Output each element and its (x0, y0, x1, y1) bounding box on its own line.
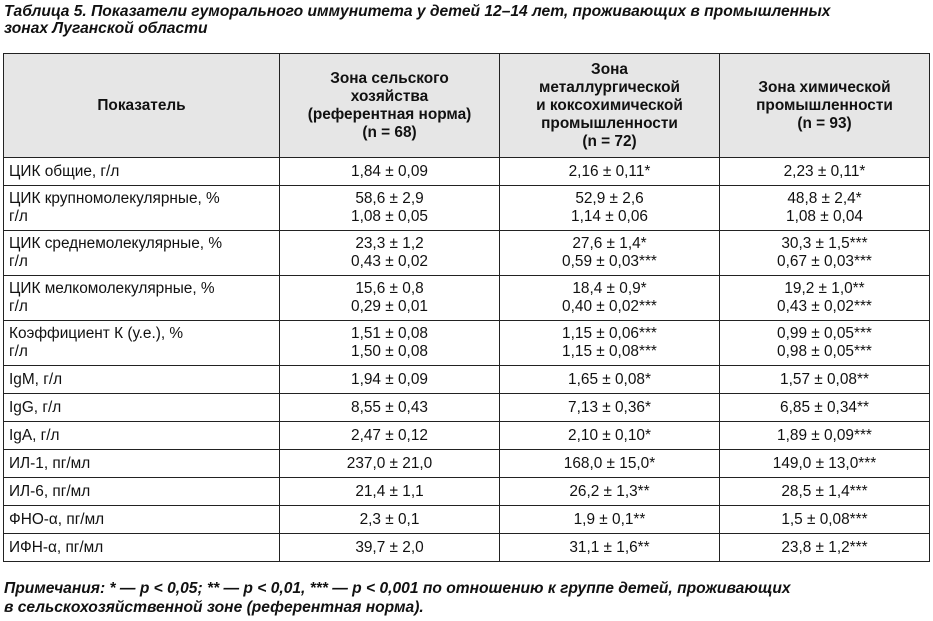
cell-line: 2,23 ± 0,11* (783, 162, 866, 180)
cell-line: 237,0 ± 21,0 (346, 454, 433, 472)
cell-line: 0,40 ± 0,02*** (562, 298, 657, 315)
cell-line: 26,2 ± 1,3** (569, 482, 650, 500)
cell-line: IgM, г/л (9, 370, 63, 388)
value-cell (500, 321, 720, 366)
cell-line: 0,43 ± 0,02 (351, 253, 428, 270)
value-cell (280, 394, 500, 422)
cell-line: 23,3 ± 1,2 (355, 235, 424, 252)
value-cell (500, 478, 720, 506)
value-cell (500, 231, 720, 276)
cell-line: 58,6 ± 2,9 (355, 190, 424, 207)
cell-line: 1,15 ± 0,06*** (562, 325, 657, 342)
value-cell (720, 506, 930, 534)
value-cell (720, 158, 930, 186)
value-cell (720, 534, 930, 562)
value-cell (500, 276, 720, 321)
cell-line: ЦИК крупномолекулярные, % (9, 190, 220, 207)
header-metallurgical-zone (500, 54, 720, 158)
cell-line: 0,99 ± 0,05*** (777, 325, 872, 342)
table-row (4, 478, 930, 506)
header-line: и коксохимической (536, 96, 683, 114)
cell-line: 2,10 ± 0,10* (568, 426, 651, 444)
cell-line: 2,16 ± 0,11* (568, 162, 651, 180)
cell-line: г/л (9, 253, 28, 270)
cell-line: 0,98 ± 0,05*** (777, 343, 872, 360)
header-line: промышленности (756, 96, 893, 114)
value-cell (720, 321, 930, 366)
cell-line: г/л (9, 298, 28, 315)
cell-line: 149,0 ± 13,0*** (772, 454, 877, 472)
value-cell (720, 450, 930, 478)
cell-line: 0,67 ± 0,03*** (777, 253, 872, 270)
cell-line: 15,6 ± 0,8 (355, 280, 424, 297)
value-cell (500, 186, 720, 231)
cell-line: 18,4 ± 0,9* (572, 280, 647, 297)
value-cell (280, 366, 500, 394)
cell-line: ИЛ-6, пг/мл (9, 482, 91, 500)
indicator-cell (4, 478, 280, 506)
value-cell (500, 422, 720, 450)
cell-line: ЦИК среднемолекулярные, % (9, 235, 223, 252)
cell-line: 52,9 ± 2,6 (575, 190, 644, 207)
header-line: Зона химической (758, 78, 891, 96)
cell-line: 1,08 ± 0,04 (786, 208, 863, 225)
table-row (4, 394, 930, 422)
indicator-cell (4, 450, 280, 478)
cell-line: IgG, г/л (9, 398, 62, 416)
header-line: Зона сельского (330, 69, 449, 87)
table-note-line-1: Примечания: * — р < 0,05; ** — р < 0,01, *** — р < 0,001 по отношению к группе детей, проживающих (4, 580, 791, 597)
value-cell (500, 450, 720, 478)
cell-line: ИФН-α, пг/мл (9, 538, 104, 556)
indicator-cell (4, 158, 280, 186)
indicator-cell (4, 231, 280, 276)
cell-line: 168,0 ± 15,0* (563, 454, 656, 472)
indicator-cell (4, 321, 280, 366)
value-cell (720, 478, 930, 506)
table-row (4, 321, 930, 366)
table-note (4, 579, 929, 617)
cell-line: 7,13 ± 0,36* (568, 398, 651, 416)
cell-line: 19,2 ± 1,0** (784, 280, 865, 297)
value-cell (720, 366, 930, 394)
table-row (4, 534, 930, 562)
cell-line: 1,89 ± 0,09*** (777, 426, 872, 444)
value-cell (500, 506, 720, 534)
immunity-table (3, 53, 930, 562)
indicator-cell (4, 534, 280, 562)
cell-line: 48,8 ± 2,4* (787, 190, 862, 207)
cell-line: г/л (9, 208, 28, 225)
table-row (4, 422, 930, 450)
cell-line: 1,51 ± 0,08 (351, 325, 428, 342)
cell-line: 0,59 ± 0,03*** (562, 253, 657, 270)
indicator-cell (4, 186, 280, 231)
table-note-line-2: в сельскохозяйственной зоне (референтная норма). (4, 599, 424, 616)
header-agricultural-zone (280, 54, 500, 158)
indicator-cell (4, 366, 280, 394)
header-line: металлургической (538, 78, 681, 96)
cell-line: 1,57 ± 0,08** (780, 370, 869, 388)
cell-line: 31,1 ± 1,6** (569, 538, 650, 556)
table-row (4, 186, 930, 231)
value-cell (500, 158, 720, 186)
cell-line: 1,84 ± 0,09 (351, 162, 428, 180)
value-cell (280, 186, 500, 231)
value-cell (280, 321, 500, 366)
cell-line: 1,15 ± 0,08*** (562, 343, 657, 360)
header-row (4, 54, 930, 158)
cell-line: 2,47 ± 0,12 (351, 426, 428, 444)
value-cell (500, 394, 720, 422)
cell-line: 39,7 ± 2,0 (355, 538, 424, 556)
value-cell (280, 422, 500, 450)
cell-line: 1,08 ± 0,05 (351, 208, 428, 225)
header-indicator (4, 54, 280, 158)
cell-line: 1,50 ± 0,08 (351, 343, 428, 360)
cell-line: ФНО-α, пг/мл (9, 510, 105, 528)
value-cell (280, 158, 500, 186)
cell-line: 23,8 ± 1,2*** (781, 538, 868, 556)
cell-line: 27,6 ± 1,4* (572, 235, 647, 252)
header-chemical-zone (720, 54, 930, 158)
value-cell (720, 422, 930, 450)
table-row (4, 276, 930, 321)
cell-line: г/л (9, 343, 28, 360)
header-line: Показатель (97, 96, 186, 114)
header-line: (референтная норма) (307, 105, 472, 123)
table-title (4, 3, 929, 37)
indicator-cell (4, 394, 280, 422)
header-line: Зона (591, 60, 628, 78)
value-cell (720, 231, 930, 276)
value-cell (280, 231, 500, 276)
cell-line: 1,94 ± 0,09 (351, 370, 428, 388)
cell-line: 0,43 ± 0,02*** (777, 298, 872, 315)
cell-line: Коэффициент К (у.е.), % (9, 325, 184, 342)
value-cell (500, 366, 720, 394)
cell-line: 1,65 ± 0,08* (568, 370, 651, 388)
header-line: промышленности (541, 114, 678, 132)
table-row (4, 158, 930, 186)
cell-line: IgA, г/л (9, 426, 60, 444)
cell-line: 2,3 ± 0,1 (359, 510, 420, 528)
cell-line: 1,14 ± 0,06 (571, 208, 648, 225)
indicator-cell (4, 422, 280, 450)
value-cell (280, 478, 500, 506)
cell-line: 1,9 ± 0,1** (573, 510, 646, 528)
cell-line: ЦИК мелкомолекулярные, % (9, 280, 215, 297)
value-cell (720, 276, 930, 321)
value-cell (280, 534, 500, 562)
value-cell (500, 534, 720, 562)
cell-line: 30,3 ± 1,5*** (781, 235, 868, 252)
table-row (4, 506, 930, 534)
cell-line: 8,55 ± 0,43 (351, 398, 428, 416)
table-row (4, 450, 930, 478)
indicator-cell (4, 506, 280, 534)
table-row (4, 366, 930, 394)
cell-line: 28,5 ± 1,4*** (781, 482, 868, 500)
cell-line: ИЛ-1, пг/мл (9, 454, 91, 472)
header-line: хозяйства (350, 87, 429, 105)
cell-line: 0,29 ± 0,01 (351, 298, 428, 315)
cell-line: 21,4 ± 1,1 (355, 482, 424, 500)
value-cell (280, 506, 500, 534)
value-cell (280, 450, 500, 478)
cell-line: 1,5 ± 0,08*** (781, 510, 868, 528)
table-title-line-2: зонах Луганской области (4, 20, 208, 37)
cell-line: 6,85 ± 0,34** (780, 398, 869, 416)
indicator-cell (4, 276, 280, 321)
value-cell (720, 186, 930, 231)
header-line: (n = 72) (582, 132, 637, 150)
header-line: (n = 93) (797, 114, 852, 132)
cell-line: ЦИК общие, г/л (9, 162, 120, 180)
value-cell (720, 394, 930, 422)
table-title-line-1: Таблица 5. Показатели гуморального иммунитета у детей 12–14 лет, проживающих в промышленных (4, 3, 831, 20)
header-line: (n = 68) (362, 123, 417, 141)
table-row (4, 231, 930, 276)
value-cell (280, 276, 500, 321)
